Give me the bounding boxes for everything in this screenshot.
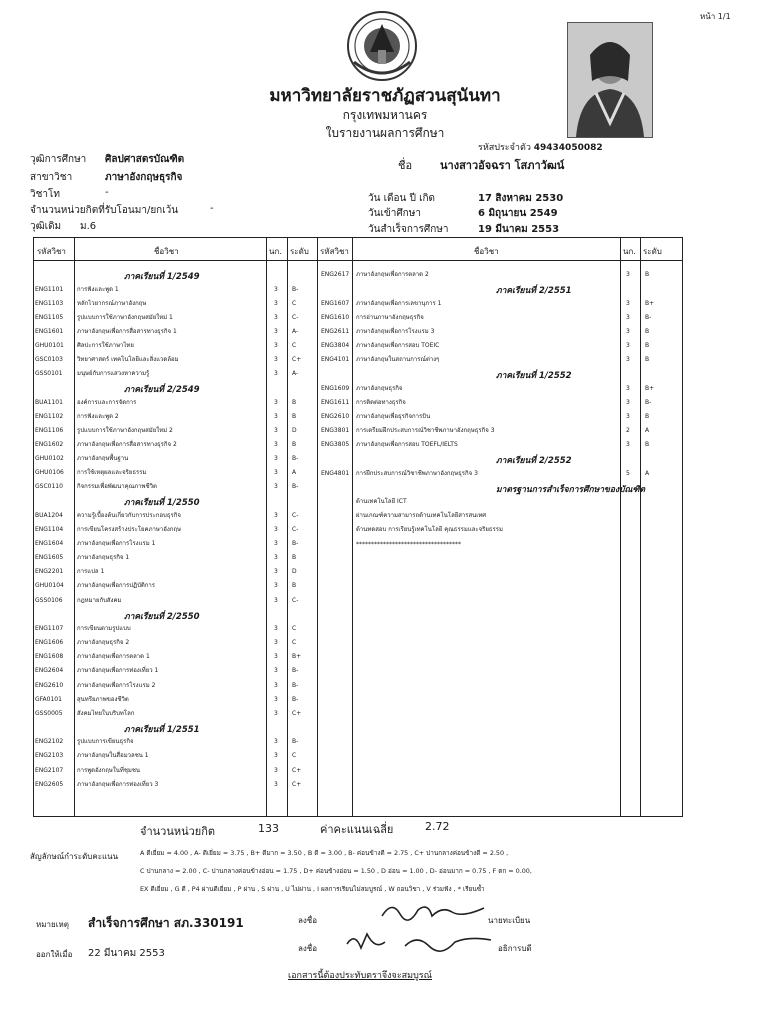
left-course-grade-36: C+ (292, 780, 302, 788)
left-course-name-12: ภาษาอังกฤษเพื่อการสื่อสารทางธุรกิจ 2 (77, 441, 177, 448)
left-course-grade-2: C (292, 299, 297, 307)
left-course-credit-10: 3 (274, 412, 278, 420)
left-course-name-23: กฎหมายกับสังคม (77, 596, 122, 604)
left-course-grade-9: B (292, 398, 297, 406)
left-course-credit-7: 3 (274, 370, 278, 378)
left-course-credit-2: 3 (274, 299, 278, 307)
left-course-code-13: GHU0102 (35, 455, 64, 463)
remark-value: สำเร็จการศึกษา สภ.330191 (88, 916, 244, 930)
left-course-credit-27: 3 (274, 653, 278, 661)
right-course-code-3: ENG1610 (321, 313, 350, 321)
left-course-name-7: มนุษย์กับการแสวงหาความรู้ (77, 370, 150, 378)
left-course-name-22: ภาษาอังกฤษเพื่อการปฏิบัติการ (77, 582, 156, 590)
right-course-credit-14: 5 (626, 469, 630, 477)
left-course-name-29: ภาษาอังกฤษเพื่อการโรงแรม 2 (77, 681, 156, 689)
right-course-credit-11: 2 (626, 426, 630, 434)
left-course-grade-5: C (292, 341, 297, 349)
registrar-signature (380, 898, 490, 928)
left-course-grade-34: C (292, 752, 297, 760)
left-course-name-13: ภาษาอังกฤษพื้นฐาน (77, 455, 129, 463)
left-course-credit-21: 3 (274, 568, 278, 576)
left-course-grade-11: D (292, 426, 297, 434)
right-course-code-4: ENG2611 (321, 327, 350, 335)
left-course-code-7: GSS0101 (35, 370, 63, 378)
left-semester-heading-8: ภาคเรียนที่ 2/2549 (124, 385, 200, 396)
left-course-name-9: องค์การและการจัดการ (77, 398, 137, 406)
document-title: ใบรายงานผลการศึกษา (325, 126, 445, 140)
total-credits-value: 133 (258, 822, 279, 835)
header-name-left: ชื่อวิชา (154, 247, 179, 256)
degree-value: ศิลปศาสตรบัณฑิต (105, 154, 185, 165)
left-course-name-14: การใช้เหตุผลและจริยธรรม (77, 469, 147, 477)
left-course-credit-9: 3 (274, 398, 278, 406)
right-semester-heading-7: ภาคเรียนที่ 1/2552 (496, 371, 572, 382)
major-label: สาขาวิชา (30, 172, 73, 183)
degree-label: วุฒิการศึกษา (30, 154, 87, 165)
left-course-name-36: ภาษาอังกฤษเพื่อการท่องเที่ยว 3 (77, 780, 159, 788)
left-course-name-5: ศิลปะการใช้ภาษาไทย (77, 341, 134, 349)
left-course-name-21: การแปล 1 (77, 568, 105, 576)
left-course-code-6: GSC0103 (35, 356, 63, 363)
left-course-name-27: ภาษาอังกฤษเพื่อการตลาด 1 (77, 653, 150, 661)
remark-label: หมายเหตุ (36, 920, 69, 929)
grade-legend-line-3: EX ดีเยี่ยม , G ดี , P4 ผ่านดีเยี่ยม , P ผ่าน , S ผ่าน , U ไม่ผ่าน , I ผลการเรียนไม่สมบูรณ์ , W ถอนวิชา , V ร่วมฟัง , * เรียนซ้ำ (140, 885, 485, 893)
right-course-grade-0: B (645, 271, 650, 278)
right-course-code-6: ENG4101 (321, 356, 350, 363)
left-course-name-34: ภาษาอังกฤษในสื่อมวลชน 1 (77, 752, 149, 760)
left-course-code-20: ENG1605 (35, 554, 64, 562)
dean-signature (345, 928, 495, 960)
left-course-credit-11: 3 (274, 426, 278, 434)
left-course-credit-28: 3 (274, 667, 278, 675)
left-course-grade-26: C (292, 639, 297, 647)
transcript-table (33, 237, 683, 817)
city: กรุงเทพมหานคร (342, 108, 428, 122)
left-course-grade-19: B- (292, 540, 299, 548)
graduation-label: วันสำเร็จการศึกษา (368, 224, 449, 235)
right-course-name-14: การฝึกประสบการณ์วิชาชีพภาษาอังกฤษธุรกิจ 3 (356, 469, 478, 477)
left-course-name-2: หลักไวยากรณ์ภาษาอังกฤษ (77, 299, 147, 307)
sign-label-dean: ลงชื่อ (298, 944, 318, 953)
left-course-name-10: การฟังและพูด 2 (77, 412, 119, 420)
minor-label: วิชาโท (30, 189, 60, 200)
left-course-grade-22: B (292, 582, 297, 590)
left-course-code-9: BUA1101 (35, 398, 63, 406)
grade-legend-line-2: C ปานกลาง = 2.00 , C- ปานกลางค่อนข้างอ่อน = 1.75 , D+ ค่อนข้างอ่อน = 1.50 , D อ่อน = 1.00 , D- อ่อนมาก = 0.75 , F ตก = 0.00, (140, 867, 532, 875)
left-course-credit-1: 3 (274, 285, 278, 293)
left-course-code-34: ENG2103 (35, 752, 64, 760)
right-course-credit-5: 3 (626, 341, 630, 349)
left-course-code-2: ENG1103 (35, 299, 64, 307)
left-course-code-21: ENG2201 (35, 568, 64, 576)
gpa-value: 2.72 (425, 820, 450, 833)
major-value: ภาษาอังกฤษธุรกิจ (105, 172, 183, 183)
left-course-code-19: ENG1604 (35, 540, 64, 548)
left-course-credit-23: 3 (274, 596, 278, 604)
right-course-credit-0: 3 (626, 271, 630, 278)
left-course-grade-33: B- (292, 738, 299, 746)
sign-label-registrar: ลงชื่อ (298, 916, 318, 925)
right-course-grade-14: A (645, 469, 650, 477)
right-course-credit-3: 3 (626, 313, 630, 321)
right-course-code-0: ENG2617 (321, 271, 350, 278)
left-course-name-11: รูปแบบการใช้ภาษาอังกฤษสมัยใหม่ 2 (77, 426, 173, 434)
left-course-name-26: ภาษาอังกฤษธุรกิจ 2 (77, 639, 130, 647)
left-course-code-11: ENG1106 (35, 426, 64, 434)
left-course-credit-35: 3 (274, 766, 278, 774)
grade-legend-label: สัญลักษณ์กำระดับคะแนน (30, 852, 119, 861)
left-course-name-15: กิจกรรมเพื่อพัฒนาคุณภาพชีวิต (77, 483, 157, 491)
right-course-grade-10: B (645, 412, 650, 420)
left-course-name-4: ภาษาอังกฤษเพื่อการสื่อสารทางธุรกิจ 1 (77, 327, 177, 335)
left-course-code-10: ENG1102 (35, 412, 64, 420)
left-course-grade-15: B- (292, 483, 299, 491)
header-name-right: ชื่อวิชา (474, 247, 499, 256)
left-course-code-31: GSS0005 (35, 709, 63, 717)
left-course-credit-33: 3 (274, 738, 278, 746)
right-note-16: ด้านเทคโนโลยี ICT (356, 498, 407, 506)
right-course-grade-6: B (645, 356, 650, 363)
left-course-grade-6: C+ (292, 356, 302, 363)
entry-date: 6 มิถุนายน 2549 (478, 208, 558, 219)
left-course-grade-12: B (292, 441, 297, 448)
right-course-name-2: ภาษาอังกฤษเพื่อการเลขานุการ 1 (356, 299, 442, 307)
left-course-name-30: สุนทรียภาพของชีวิต (77, 695, 129, 703)
left-course-grade-29: B- (292, 681, 299, 689)
university-name: มหาวิทยาลัยราชภัฏสวนสุนันทา (269, 86, 501, 106)
left-course-credit-17: 3 (274, 511, 278, 519)
right-course-code-12: ENG3805 (321, 441, 350, 448)
left-course-credit-34: 3 (274, 752, 278, 760)
issued-date: 22 มีนาคม 2553 (88, 948, 165, 959)
header-grade-left: ระดับ (290, 247, 309, 256)
left-course-credit-36: 3 (274, 780, 278, 788)
left-course-grade-17: C- (292, 511, 299, 519)
right-course-credit-9: 3 (626, 398, 630, 406)
right-course-code-5: ENG3804 (321, 341, 350, 349)
right-note-17: ผ่านเกณฑ์ความสามารถด้านเทคโนโลยีสารสนเทศ (356, 512, 487, 520)
minor-value: - (105, 187, 109, 198)
right-semester-heading-13: ภาคเรียนที่ 2/2552 (496, 456, 572, 467)
left-course-code-28: ENG2604 (35, 667, 64, 675)
left-course-credit-15: 3 (274, 483, 278, 491)
left-course-credit-4: 3 (274, 327, 278, 335)
right-course-grade-3: B- (645, 313, 652, 321)
gpa-label: ค่าคะแนนเฉลี่ย (320, 823, 394, 836)
issued-label: ออกให้เมื่อ (36, 950, 73, 959)
left-course-code-33: ENG2102 (35, 738, 64, 746)
left-course-code-1: ENG1101 (35, 285, 64, 293)
left-course-code-27: ENG1608 (35, 653, 64, 661)
left-course-grade-21: D (292, 568, 297, 576)
left-course-grade-14: A (292, 469, 297, 477)
graduation-date: 19 มีนาคม 2553 (478, 224, 560, 235)
left-course-grade-27: B+ (292, 653, 302, 661)
right-course-name-6: ภาษาอังกฤษในสถานการณ์ต่างๆ (356, 356, 440, 363)
left-course-name-33: รูปแบบการเขียนธุรกิจ (77, 738, 134, 746)
left-course-code-25: ENG1107 (35, 625, 64, 633)
right-note-19: *********************************** (356, 540, 461, 548)
left-course-code-5: GHU0101 (35, 341, 64, 349)
left-course-code-14: GHU0106 (35, 469, 64, 477)
left-course-grade-18: C- (292, 526, 299, 533)
left-course-credit-12: 3 (274, 441, 278, 448)
left-course-name-20: ภาษาอังกฤษธุรกิจ 1 (77, 554, 130, 562)
left-course-grade-30: B- (292, 695, 299, 703)
left-course-grade-35: C+ (292, 766, 302, 774)
right-course-name-10: ภาษาอังกฤษเพื่อธุรกิจการบิน (356, 412, 431, 420)
left-course-grade-1: B- (292, 285, 299, 293)
right-semester-heading-1: ภาคเรียนที่ 2/2551 (496, 286, 572, 297)
right-course-grade-8: B+ (645, 384, 655, 392)
left-semester-heading-16: ภาคเรียนที่ 1/2550 (124, 498, 200, 509)
header-code-right: รหัสวิชา (320, 247, 349, 256)
left-course-code-23: GSS0106 (35, 596, 63, 604)
left-course-name-1: การฟังและพูด 1 (77, 285, 119, 293)
left-course-name-6: วิทยาศาสตร์ เทคโนโลยีและสิ่งแวดล้อม (77, 356, 179, 363)
left-course-credit-25: 3 (274, 625, 278, 633)
left-course-credit-5: 3 (274, 341, 278, 349)
right-course-grade-12: B (645, 441, 650, 448)
right-course-code-8: ENG1609 (321, 384, 350, 392)
left-course-credit-22: 3 (274, 582, 278, 590)
entry-label: วันเข้าศึกษา (368, 208, 421, 219)
right-course-credit-2: 3 (626, 299, 630, 307)
right-course-name-0: ภาษาอังกฤษเพื่อการตลาด 2 (356, 271, 429, 278)
right-course-grade-5: B (645, 341, 650, 349)
left-course-credit-3: 3 (274, 313, 278, 321)
right-course-credit-12: 3 (626, 441, 630, 448)
left-course-code-22: GHU0104 (35, 582, 64, 590)
exempt-label: จำนวนหน่วยกิตที่รับโอนมา/ยกเว้น (30, 205, 179, 216)
left-course-code-3: ENG1105 (35, 313, 64, 321)
header-grade-right: ระดับ (643, 247, 662, 256)
left-course-credit-19: 3 (274, 540, 278, 548)
right-course-grade-9: B- (645, 398, 652, 406)
right-course-name-12: ภาษาอังกฤษเพื่อการสอบ TOEFL/IELTS (356, 441, 458, 448)
left-semester-heading-24: ภาคเรียนที่ 2/2550 (124, 611, 200, 622)
student-id: 49434050082 (533, 143, 603, 153)
right-course-code-10: ENG2610 (321, 412, 350, 420)
student-id-label: รหัสประจำตัว (478, 143, 531, 153)
right-course-name-8: ภาษาอังกฤษธุรกิจ (356, 384, 403, 392)
header-credit-left: นก. (269, 247, 282, 256)
left-course-code-36: ENG2605 (35, 780, 64, 788)
left-course-code-29: ENG2610 (35, 681, 64, 689)
validity-note: เอกสารนี้ต้องประทับตราจึงจะสมบูรณ์ (288, 971, 432, 981)
right-course-name-4: ภาษาอังกฤษเพื่อการโรงแรม 3 (356, 327, 435, 335)
right-course-credit-10: 3 (626, 412, 630, 420)
left-course-code-26: ENG1606 (35, 639, 64, 647)
right-course-name-3: การอ่านภาษาอังกฤษธุรกิจ (356, 313, 424, 321)
left-course-grade-13: B- (292, 455, 299, 463)
page-number: หน้า 1/1 (700, 12, 731, 21)
left-course-code-12: ENG1602 (35, 441, 64, 448)
left-course-name-25: การเขียนตามรูปแบบ (77, 625, 131, 633)
left-course-name-19: ภาษาอังกฤษเพื่อการโรงแรม 1 (77, 540, 156, 548)
name-label: ชื่อ (398, 159, 413, 172)
left-course-grade-23: C- (292, 596, 299, 604)
left-course-grade-28: B- (292, 667, 299, 675)
left-semester-heading-0: ภาคเรียนที่ 1/2549 (124, 272, 200, 282)
left-course-code-18: ENG1104 (35, 526, 64, 533)
left-course-credit-14: 3 (274, 469, 278, 477)
right-note-18: ด้านทดสอบ การเรียนรู้เทคโนโลยี คุณธรรมและจริยธรรม (356, 526, 503, 534)
left-course-code-35: ENG2107 (35, 766, 64, 774)
right-semester-heading-15: มาตรฐานการสำเร็จการศึกษาของบัณฑิต (496, 484, 645, 495)
left-course-credit-30: 3 (274, 695, 278, 703)
left-course-credit-20: 3 (274, 554, 278, 562)
left-semester-heading-32: ภาคเรียนที่ 1/2551 (124, 724, 200, 735)
left-course-grade-3: C- (292, 313, 299, 321)
left-course-code-15: GSC0110 (35, 483, 63, 491)
left-course-grade-31: C+ (292, 709, 302, 717)
left-course-name-35: การพูดอังกฤษในที่ชุมชน (77, 766, 141, 774)
left-course-grade-20: B (292, 554, 297, 562)
left-course-name-18: การเขียนโครงสร้างประโยคภาษาอังกฤษ (77, 526, 181, 533)
left-course-code-4: ENG1601 (35, 327, 64, 335)
birth-label: วัน เดือน ปี เกิด (368, 193, 436, 204)
left-course-code-17: BUA1204 (35, 511, 63, 519)
total-credits-label: จำนวนหน่วยกิต (140, 825, 216, 838)
left-course-credit-31: 3 (274, 709, 278, 717)
header-credit-right: นก. (623, 247, 636, 256)
exempt-value: - (210, 203, 214, 214)
left-course-credit-29: 3 (274, 681, 278, 689)
left-course-credit-6: 3 (274, 356, 278, 363)
right-course-grade-11: A (645, 426, 650, 434)
left-course-name-28: ภาษาอังกฤษเพื่อการท่องเที่ยว 1 (77, 667, 159, 675)
left-course-credit-26: 3 (274, 639, 278, 647)
right-course-grade-2: B+ (645, 299, 655, 307)
right-course-code-14: ENG4801 (321, 469, 350, 477)
right-course-credit-8: 3 (626, 384, 630, 392)
dean-title: อธิการบดี (498, 944, 532, 953)
birth-date: 17 สิงหาคม 2530 (478, 193, 564, 204)
left-course-grade-4: A- (292, 327, 299, 335)
right-course-credit-4: 3 (626, 327, 630, 335)
right-course-grade-4: B (645, 327, 650, 335)
header-code-left: รหัสวิชา (37, 247, 66, 256)
left-course-grade-7: A- (292, 370, 299, 378)
right-course-name-9: การติดต่อทางธุรกิจ (356, 398, 406, 406)
left-course-credit-18: 3 (274, 526, 278, 533)
left-course-name-3: รูปแบบการใช้ภาษาอังกฤษสมัยใหม่ 1 (77, 313, 173, 321)
right-course-code-9: ENG1611 (321, 398, 350, 406)
right-course-name-11: การเตรียมฝึกประสบการณ์วิชาชีพภาษาอังกฤษธุรกิจ 3 (356, 426, 495, 434)
left-course-name-31: สังคมไทยในบริบทโลก (77, 709, 135, 717)
registrar-title: นายทะเบียน (488, 916, 531, 925)
student-name: นางสาวอัจฉรา โสภาวัฒน์ (440, 159, 565, 172)
grade-legend-line-1: A ดีเยี่ยม = 4.00 , A- ดีเยี่ยม = 3.75 , B+ ดีมาก = 3.50 , B ดี = 3.00 , B- ค่อนข้างดี = 2.75 , C+ ปานกลางค่อนข้างดี = 2.50 , (140, 849, 509, 857)
left-course-credit-13: 3 (274, 455, 278, 463)
prior-degree-value: ม.6 (80, 221, 97, 232)
left-course-name-17: ความรู้เบื้องต้นเกี่ยวกับการประกอบธุรกิจ (77, 511, 181, 519)
university-emblem (340, 6, 424, 86)
right-course-credit-6: 3 (626, 356, 630, 363)
right-course-code-2: ENG1607 (321, 299, 350, 307)
left-course-grade-10: B (292, 412, 297, 420)
left-course-code-30: GFA0101 (35, 695, 62, 703)
right-course-code-11: ENG3801 (321, 426, 350, 434)
prior-degree-label: วุฒิเดิม (30, 221, 62, 232)
left-course-grade-25: C (292, 625, 297, 633)
right-course-name-5: ภาษาอังกฤษเพื่อการสอบ TOEIC (356, 341, 440, 349)
